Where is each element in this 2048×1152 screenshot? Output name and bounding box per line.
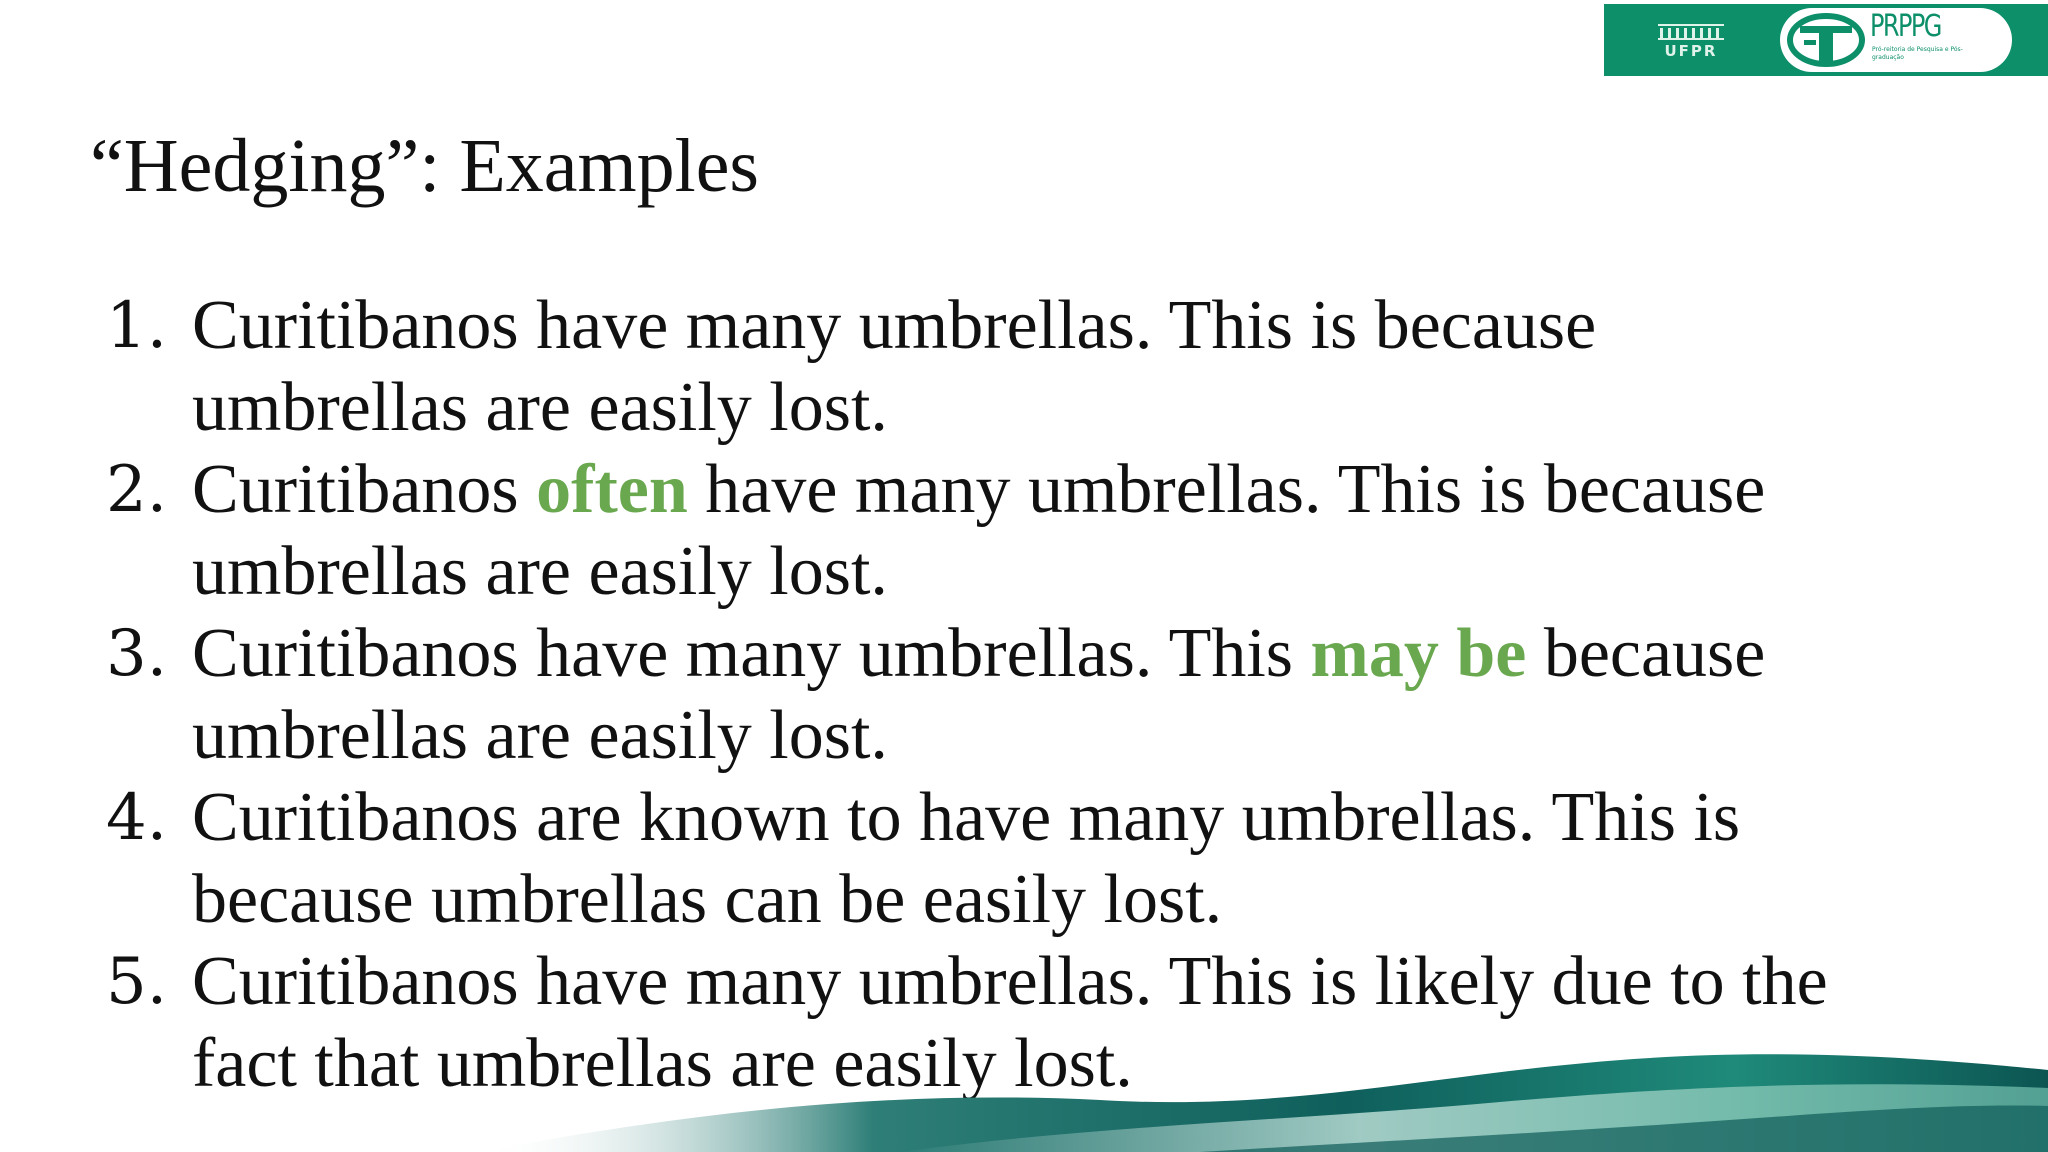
wave-decoration: [0, 1030, 2048, 1152]
item-text: Curitibanos: [192, 451, 537, 528]
item-text: because: [1526, 615, 1766, 692]
item-line: umbrellas are easily lost.: [192, 533, 888, 610]
item-line: [192, 449, 2020, 531]
item-line: Curitibanos have many umbrellas. This is likely due to the: [192, 943, 1828, 1020]
list-item: [100, 449, 2020, 613]
hedge-word-highlight: may be: [1310, 615, 1527, 692]
item-line: Curitibanos have many umbrellas. This is because: [192, 287, 1597, 364]
item-line: umbrellas are easily lost.: [192, 697, 888, 774]
ufpr-logo: [1650, 22, 1732, 62]
item-line: fact that umbrellas are easily lost.: [192, 1025, 1133, 1102]
prppg-logo-text: PRPPG: [1870, 9, 1941, 44]
slide-title: “Hedging”: Examples: [90, 124, 760, 208]
hedge-word-highlight: often: [536, 451, 688, 528]
item-number: 3.: [106, 617, 168, 691]
list-item: [100, 285, 2020, 449]
item-line: [192, 613, 2020, 695]
item-line: because umbrellas can be easily lost.: [192, 861, 1223, 938]
list-item: [100, 613, 2020, 777]
prppg-logo-subtext: Pró-reitoria de Pesquisa e Pós-graduação: [1872, 46, 1963, 61]
ufpr-building-icon: [1656, 22, 1726, 40]
prppg-emblem-icon: [1786, 12, 1866, 68]
prppg-logo: [1780, 8, 2012, 72]
item-number: 1.: [106, 289, 168, 363]
item-number: 2.: [106, 453, 168, 527]
list-item: [100, 777, 2020, 941]
item-text: have many umbrellas. This is because: [687, 451, 1766, 528]
item-number: 5.: [106, 945, 168, 1019]
item-line: Curitibanos are known to have many umbrellas. This is: [192, 779, 1741, 856]
ufpr-logo-text: UFPR: [1664, 42, 1718, 60]
item-text: Curitibanos have many umbrellas. This: [192, 615, 1311, 692]
item-number: 4.: [106, 781, 168, 855]
example-list: [100, 285, 2020, 1105]
logo-bar: [1604, 4, 2048, 76]
item-line: umbrellas are easily lost.: [192, 369, 888, 446]
